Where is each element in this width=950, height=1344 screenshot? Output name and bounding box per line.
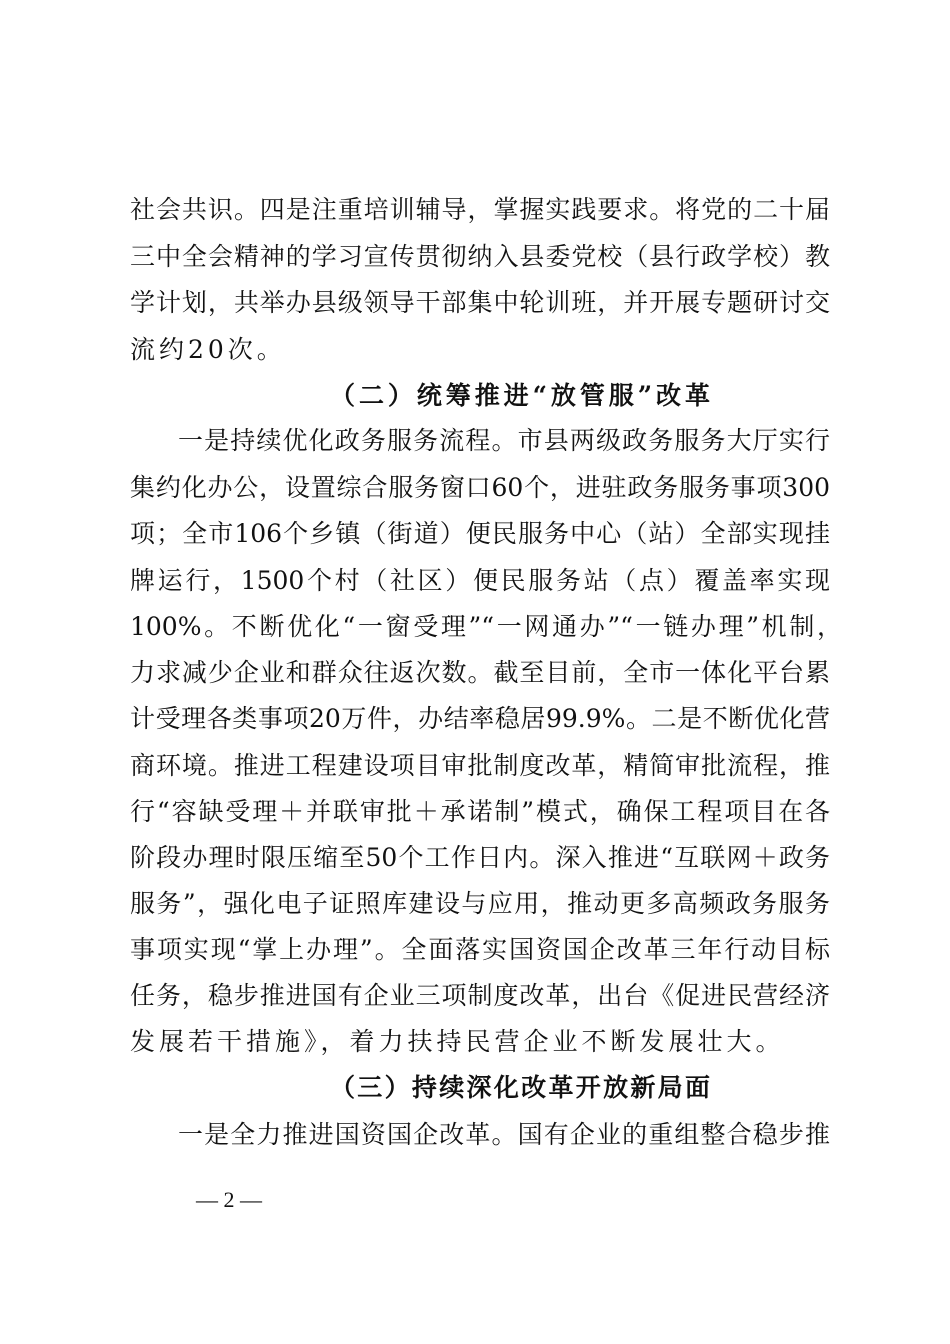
body-line: 流约20次。: [130, 335, 286, 364]
body-line: 发展若干措施》，着力扶持民营企业不断发展壮大。: [130, 1027, 785, 1056]
body-line: 力求减少企业和群众往返次数。截至目前，全市一体化平台累: [130, 658, 830, 687]
body-line: 服务”，强化电子证照库建设与应用，推动更多高频政务服务: [130, 889, 830, 918]
body-line: 社会共识。四是注重培训辅导，掌握实践要求。将党的二十届: [130, 195, 830, 224]
body-line: 100%。不断优化“一窗受理”“一网通办”“一链办理”机制，: [130, 612, 842, 641]
body-line: 集约化办公，设置综合服务窗口60个，进驻政务服务事项300: [130, 473, 830, 502]
section-heading-2: （二）统筹推进“放管服”改革: [330, 381, 710, 410]
body-line: 项；全市106个乡镇（街道）便民服务中心（站）全部实现挂: [130, 519, 830, 548]
body-line: 牌运行，1500个村（社区）便民服务站（点）覆盖率实现: [130, 566, 830, 595]
body-line: 任务，稳步推进国有企业三项制度改革，出台《促进民营经济: [130, 981, 830, 1010]
page-number: — 2 —: [196, 1187, 262, 1212]
body-line: 一是全力推进国资国企改革。国有企业的重组整合稳步推: [178, 1120, 830, 1149]
section-heading-3: （三）持续深化改革开放新局面: [330, 1073, 710, 1102]
body-line: 一是持续优化政务服务流程。市县两级政务服务大厅实行: [178, 426, 830, 455]
body-line: 阶段办理时限压缩至50个工作日内。深入推进“互联网＋政务: [130, 843, 830, 872]
body-line: 学计划，共举办县级领导干部集中轮训班，并开展专题研讨交: [130, 288, 830, 317]
body-line: 行“容缺受理＋并联审批＋承诺制”模式，确保工程项目在各: [130, 797, 830, 826]
body-line: 计受理各类事项20万件，办结率稳居99.9%。二是不断优化营: [130, 704, 830, 733]
body-line: 商环境。推进工程建设项目审批制度改革，精简审批流程，推: [130, 751, 830, 780]
body-line: 事项实现“掌上办理”。全面落实国资国企改革三年行动目标: [130, 935, 830, 964]
body-line: 三中全会精神的学习宣传贯彻纳入县委党校（县行政学校）教: [130, 242, 830, 271]
